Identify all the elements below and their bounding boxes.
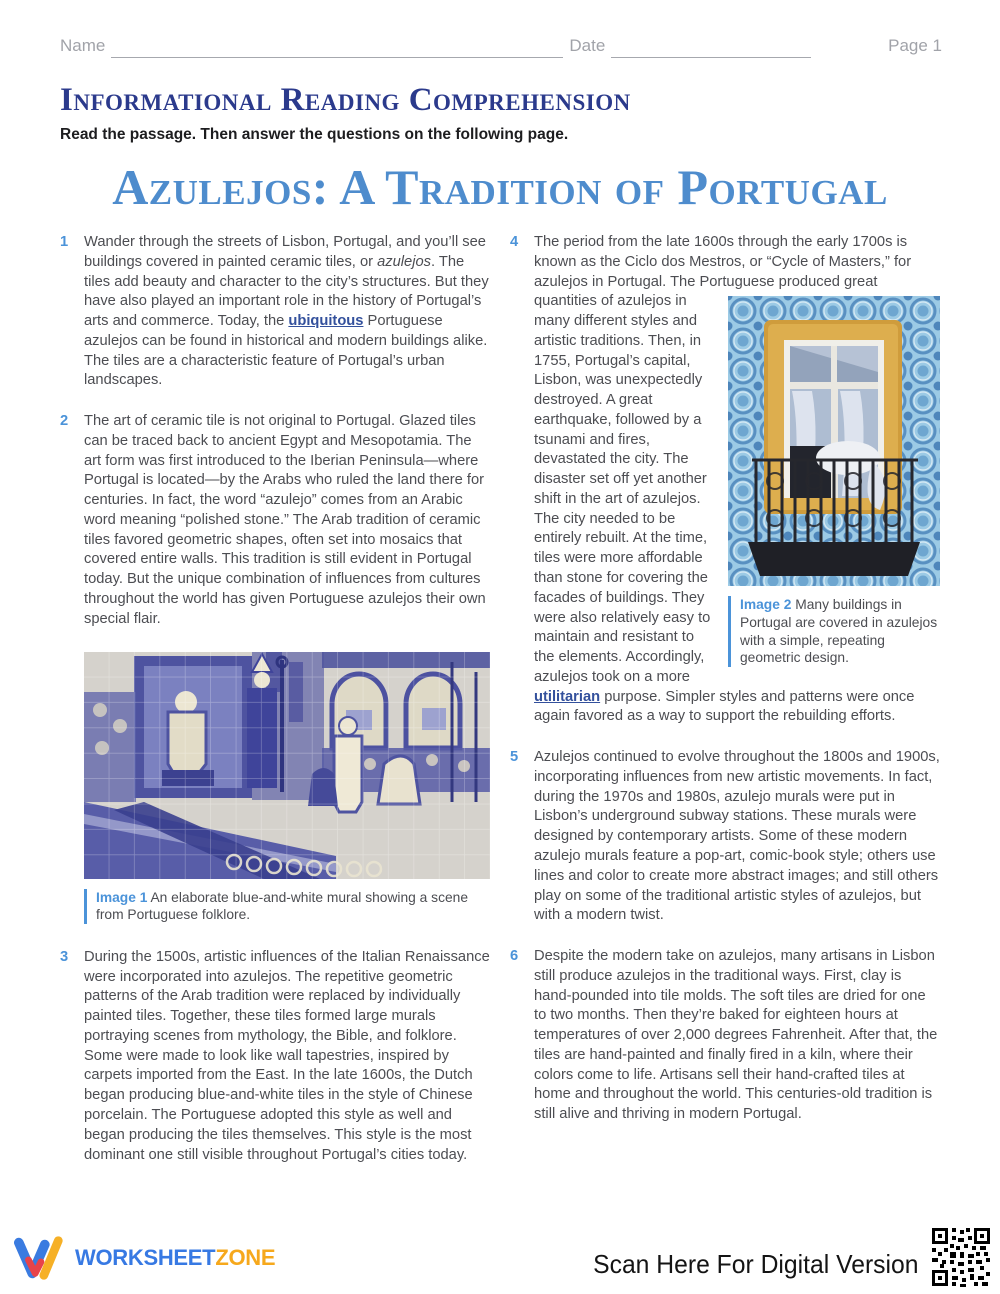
paragraph-text: The art of ceramic tile is not original to Portugal. Glazed tiles can be traced back to ancient Egypt and Mesopotamia. The art form was first introduced to the Iberian Peninsula—where Portugal is located—by the Arabs who ruled the land there for centuries. In fact, the word “azulejo” comes from an Arabic word meaning “polished stone.” The Arab tradition of ceramic tiles favored geometric shapes, often set into mosaics that covered entire walls. This tradition is still evident in Portugal today. But the unique combination of influences from cultures throughout the world has given Portuguese azulejos their own special flair.: [84, 413, 486, 627]
italic-term: azulejos: [377, 253, 431, 270]
date-label: Date: [569, 36, 606, 55]
paragraph-text: Despite the modern take on azulejos, many artisans in Lisbon still produce azulejos in the traditional ways. First, clay is hand-pounded into tile molds. The soft tiles are dried for one to two months. Then they’re baked for eighteen hours at temperatures of over 2,000 degrees Fahrenheit. After that, the tiles are hand-painted and finally fired in a kiln, where their colors come to life. Artisans sell their hand-crafted tiles at home and throughout the world. This centuries-old tradition is still alive and thriving in modern Portugal.: [534, 948, 938, 1123]
figure-1-caption-text: An elaborate blue-and-white mural showing a scene from Portuguese folklore.: [96, 889, 468, 923]
paragraph-text: . The tiles add beauty and character to the city’s structures. But they have also played an important role in the history of Portugal’s arts and commerce. Today, the: [84, 253, 489, 330]
azulejo-facade-image: [728, 296, 940, 586]
paragraph-5: [510, 748, 940, 926]
brand-logo: [14, 1236, 275, 1280]
paragraph-6: [510, 947, 940, 1125]
paragraph-number: 1: [60, 234, 69, 250]
qr-code: [930, 1226, 992, 1288]
vocab-link-ubiquitous[interactable]: ubiquitous: [288, 313, 364, 330]
paragraph-text: Portuguese azulejos can be found in historical and modern buildings alike. The tiles are a characteristic feature of Portugal’s urban landscapes.: [84, 313, 488, 389]
paragraph-text: Azulejos continued to evolve throughout the 1800s and 1900s, incorporating influences from new artistic movements. In fact, during the 1970s and 1980s, azulejo murals were put in Lisbon’s underground subway stations. These murals were designed by contemporary artists. Some of these modern azulejo murals feature a pop-art, comic-book style; others use lines and color to create more abstract images; and still others play on some of the traditional artistic styles of azulejos, but with a modern twist.: [534, 749, 940, 924]
paragraph-text: The period from the late 1600s through the early 1700s is known as the Ciclo dos Mestros, or “Cycle of Masters,” for azulejos in Portugal. The Portuguese produced great: [534, 234, 912, 290]
brand-worksheet: WORKSHEET: [75, 1245, 216, 1270]
right-column: [510, 233, 940, 1186]
paragraph-number: 5: [510, 749, 519, 766]
instructions: Read the passage. Then answer the questions on the following page.: [60, 126, 569, 143]
footer: [0, 1226, 1000, 1294]
paragraph-2: [60, 412, 490, 629]
article-title: Azulejos: A Tradition of Portugal: [112, 159, 888, 215]
paragraph-1: [60, 233, 490, 391]
mural-image: [84, 652, 490, 879]
paragraph-text: During the 1500s, artistic influences of the Italian Renaissance were incorporated into azulejos. The repetitive geometric patterns of the Arab tradition were replaced by individually painted tiles. Together, these tiles formed large murals portraying scenes from mythology, the Bible, and folklore. Some were made to look like wall tapestries, inspired by carpets imported from the East. In the late 1600s, the Dutch began producing blue-and-white tiles in the style of Chinese porcelain. The Portuguese adopted this style as well and began producing the tiles themselves. This style is the most dominant one still visible throughout Portugal’s cities today.: [84, 948, 490, 1163]
article-body: [0, 233, 1000, 1186]
date-input-line[interactable]: [611, 37, 811, 58]
figure-2-caption: [728, 596, 940, 667]
figure-1-caption: [84, 889, 490, 924]
paragraph-text: purpose. Simpler styles and patterns were once again favored as a way to support the rebuilding efforts.: [534, 688, 915, 725]
figure-2-caption-text: Many buildings in Portugal are covered in azulejos with a simple, repeating geometric design.: [740, 597, 938, 666]
name-label: Name: [60, 36, 106, 55]
page-number: Page 1: [888, 36, 942, 55]
header: [0, 0, 1000, 58]
paragraph-text: Wander through the streets of Lisbon, Portugal, and you’ll see buildings covered in painted ceramic tiles, or: [84, 234, 486, 270]
worksheetzone-logo-icon: [14, 1236, 66, 1280]
figure-2-label: Image 2: [740, 597, 792, 613]
figure-2: [728, 296, 940, 667]
brand-zone: ZONE: [215, 1245, 276, 1270]
paragraph-number: 4: [510, 234, 519, 250]
paragraph-4: [510, 233, 940, 727]
lesson-heading: Informational Reading Comprehension: [60, 82, 631, 118]
left-column: [60, 233, 490, 1186]
name-input-line[interactable]: [111, 37, 563, 58]
paragraph-number: 6: [510, 948, 519, 965]
figure-1-label: Image 1: [96, 889, 148, 905]
paragraph-text: quantities of azulejos in many different styles and artistic traditions. Then, in 1755, Portugal’s capital, Lisbon, was unexpectedly destroyed. A great earthquake, followed by a tsunami and fires, devastated the city. The disaster set off yet another shift in the art of azulejos. The city needed to be entirely rebuilt. At the time, tiles were more affordable than stone for covering the facades of buildings. They were also relatively easy to maintain and resistant to the elements. Accordingly, azulejos took on a more: [534, 293, 711, 685]
brand-name: [75, 1245, 275, 1271]
scan-label: Scan Here For Digital Version: [592, 1249, 918, 1279]
vocab-link-utilitarian[interactable]: utilitarian: [534, 688, 601, 705]
paragraph-number: 3: [60, 948, 69, 965]
paragraph-number: 2: [60, 413, 69, 430]
figure-1: [84, 652, 490, 924]
paragraph-3: [60, 948, 490, 1165]
